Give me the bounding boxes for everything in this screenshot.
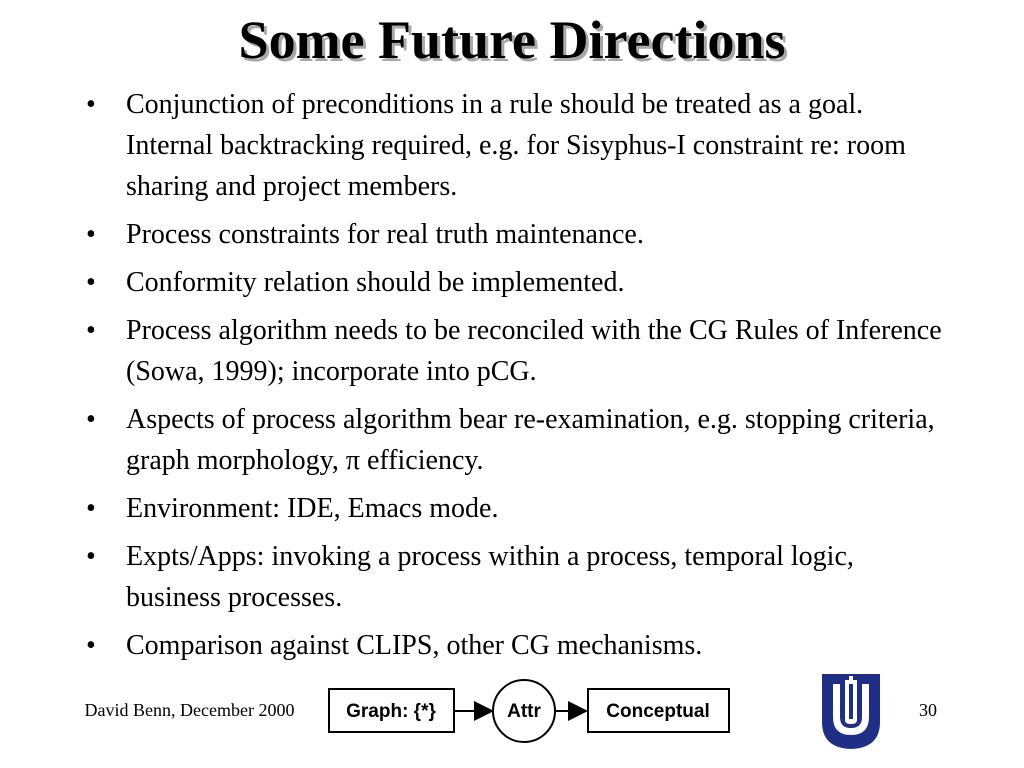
bullet-marker: • bbox=[86, 630, 96, 661]
conceptual-graph-diagram bbox=[318, 678, 738, 744]
bullet-text: Conjunction of preconditions in a rule should be treated as a goal. Internal backtracking required, e.g. for Sisyphus-I constraint re: room sharing and project members. bbox=[126, 89, 906, 202]
page-number: 30 bbox=[919, 700, 937, 720]
bullet-item bbox=[86, 488, 946, 529]
bullet-item bbox=[86, 310, 946, 392]
bullet-item bbox=[86, 214, 946, 255]
bullet-text: Process constraints for real truth maintenance. bbox=[126, 219, 644, 250]
slide-title: Some Future Directions bbox=[238, 10, 786, 70]
bullet-marker: • bbox=[86, 219, 96, 250]
bullet-text: Conformity relation should be implemented. bbox=[126, 267, 625, 298]
bullet-item bbox=[86, 84, 946, 207]
bullet-list bbox=[86, 84, 946, 673]
bullet-marker: • bbox=[86, 541, 96, 572]
conceptual-concept-label: Conceptual bbox=[606, 701, 710, 722]
bullet-marker: • bbox=[86, 404, 96, 435]
bullet-marker: • bbox=[86, 315, 96, 346]
relation-label: Attr bbox=[507, 701, 541, 722]
bullet-text: Expts/Apps: invoking a process within a process, temporal logic, business processes. bbox=[126, 541, 854, 613]
footer-author: David Benn, December 2000 bbox=[84, 700, 295, 720]
graph-concept-label: Graph: {*} bbox=[346, 701, 436, 722]
bullet-text: Comparison against CLIPS, other CG mechanisms. bbox=[126, 630, 703, 661]
university-logo-icon bbox=[820, 672, 882, 750]
bullet-text: Environment: IDE, Emacs mode. bbox=[126, 493, 499, 524]
bullet-item bbox=[86, 625, 946, 666]
bullet-text: Process algorithm needs to be reconciled with the CG Rules of Inference (Sowa, 1999); incorporate into pCG. bbox=[126, 315, 942, 387]
bullet-marker: • bbox=[86, 267, 96, 298]
bullet-item bbox=[86, 399, 946, 481]
bullet-item bbox=[86, 536, 946, 618]
bullet-item bbox=[86, 262, 946, 303]
bullet-marker: • bbox=[86, 493, 96, 524]
bullet-text: Aspects of process algorithm bear re-examination, e.g. stopping criteria, graph morphology, π efficiency. bbox=[126, 404, 935, 476]
bullet-marker: • bbox=[86, 89, 96, 120]
